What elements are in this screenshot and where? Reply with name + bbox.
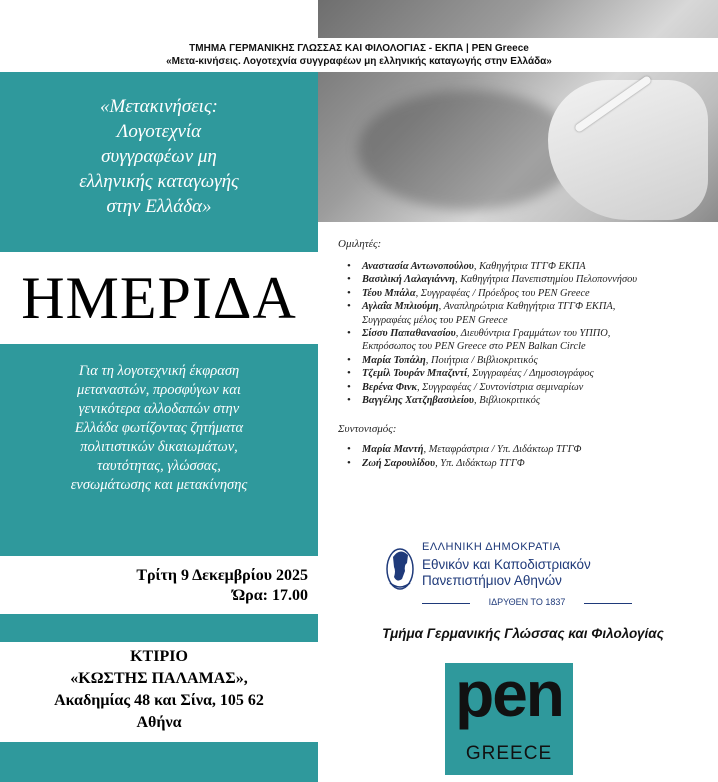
university-country: ΕΛΛΗΝΙΚΗ ΔΗΜΟΚΡΑΤΙΑ: [422, 541, 561, 553]
speaker-role: , Βιβλιοκριτικός: [474, 395, 541, 407]
speaker-name: Βασιλική Λαλαγιάννη: [362, 274, 456, 286]
description-line: ταυτότητας, γλώσσας,: [97, 458, 221, 474]
speakers-section: [338, 238, 708, 470]
hero-photo: [318, 0, 718, 222]
speaker-role-continued: Συγγραφέας μέλος του PEN Greece: [362, 314, 508, 326]
speaker-role: , Συγγραφέας / Πρόεδρος του PEN Greece: [415, 287, 590, 299]
university-name-line: Πανεπιστήμιον Αθηνών: [422, 573, 562, 588]
speaker-name: Μαρία Τοπάλη: [362, 354, 426, 366]
quote-line: «Μετακινήσεις:: [99, 96, 219, 117]
speaker-role: , Αναπληρώτρια Καθηγήτρια ΤΓΓΦ ΕΚΠΑ,: [438, 301, 616, 313]
speaker-item: [338, 354, 708, 367]
speaker-role-continued: Εκπρόσωπος του PEN Greece στο PEN Balkan Circle: [362, 341, 586, 353]
speakers-list: [338, 260, 708, 407]
speaker-role: , Διευθύντρια Γραμμάτων του ΥΠΠΟ,: [455, 328, 611, 340]
quote-line: στην Ελλάδα»: [106, 196, 212, 217]
description-line: ενσωμάτωσης και μετακίνησης: [70, 477, 248, 493]
quote-line: Λογοτεχνία: [116, 121, 202, 142]
quote-line: συγγραφέων μη: [101, 146, 217, 167]
speaker-item: [338, 394, 708, 407]
speaker-item: [338, 381, 708, 394]
date-band: [0, 556, 318, 614]
quote-line: ελληνικής καταγωγής: [79, 171, 239, 192]
university-logo: [384, 541, 704, 611]
header-line-1: ΤΜΗΜΑ ΓΕΡΜΑΝΙΚΗΣ ΓΛΩΣΣΑΣ ΚΑΙ ΦΙΛΟΛΟΓΙΑΣ - ΕΚΠΑ | PEN Greece: [189, 43, 529, 54]
speaker-name: Βερένα Φινκ: [362, 381, 417, 393]
speaker-role: , Καθηγήτρια Πανεπιστημίου Πελοποννήσου: [455, 274, 638, 286]
venue-line: Αθήνα: [136, 714, 182, 731]
footer-band: [0, 742, 318, 782]
speaker-item: [338, 327, 708, 354]
speaker-item: [338, 457, 708, 470]
speaker-item: [338, 287, 708, 300]
athena-head-icon: [384, 543, 416, 593]
description-line: γενικότερα αλλοδαπών στην: [78, 401, 240, 417]
university-name-line: Εθνικόν και Καποδιστριακόν: [422, 557, 591, 572]
speaker-role: , Υπ. Διδάκτωρ ΤΓΓΦ: [435, 457, 525, 469]
speaker-role: , Καθηγήτρια ΤΓΓΦ ΕΚΠΑ: [473, 261, 586, 272]
description-line: πολιτιστικών δικαιωμάτων,: [80, 439, 238, 455]
event-date: Τρίτη 9 Δεκεμβρίου 2025: [136, 567, 308, 584]
speaker-item: [338, 443, 708, 456]
pen-greece-logo: [445, 658, 573, 775]
speaker-name: Μαρία Μαντή: [362, 444, 424, 456]
event-description: [0, 362, 318, 495]
description-line: μεταναστών, προσφύγων και: [77, 382, 241, 398]
speaker-role: , Μεταφράστρια / Υπ. Διδάκτωρ ΤΓΓΦ: [423, 444, 582, 456]
header-band: [0, 38, 718, 72]
speaker-item: [338, 260, 708, 273]
speaker-role: , Συγγραφέας / Συντονίστρια σεμιναρίων: [416, 381, 584, 393]
pen-logo-country: GREECE: [465, 743, 553, 764]
event-title: ΗΜΕΡΙΔΑ: [21, 265, 297, 331]
speaker-name: Τζεμίλ Τουράν Μπαζιντί: [362, 368, 468, 380]
university-name: [422, 557, 591, 589]
divider-band: [0, 614, 318, 642]
venue-line: Ακαδημίας 48 και Σίνα, 105 62: [54, 692, 264, 709]
speaker-name: Ζωή Σαρουλίδου: [362, 457, 436, 469]
department-name: Τμήμα Γερμανικής Γλώσσας και Φιλολογίας: [382, 626, 664, 641]
speaker-item: [338, 300, 708, 327]
header-line-2: «Μετα-κινήσεις. Λογοτεχνία συγγραφέων μη ελληνικής καταγωγής στην Ελλάδα»: [166, 56, 552, 67]
hand-holding-pen-image: [548, 80, 708, 220]
description-line: Για τη λογοτεχνική έκφραση: [78, 363, 240, 379]
speaker-item: [338, 367, 708, 380]
speaker-name: Αγλαΐα Μπλιούμη: [362, 301, 439, 313]
title-band: [0, 252, 318, 344]
description-panel: [0, 344, 318, 556]
pen-logo-word: pen: [455, 658, 563, 730]
coordinators-list: [338, 443, 708, 470]
venue-line: «ΚΩΣΤΗΣ ΠΑΛΑΜΑΣ»,: [70, 670, 248, 687]
speaker-name: Σίσσυ Παπαθανασίου: [362, 328, 456, 340]
event-time: Ώρα: 17.00: [232, 587, 308, 604]
university-founded: ΙΔΡΥΘΕΝ ΤΟ 1837: [488, 597, 566, 607]
speaker-name: Τέου Μπάλα: [362, 287, 416, 299]
speaker-role: , Ποιήτρια / Βιβλιοκριτικός: [425, 354, 538, 366]
speakers-label: Ομιλητές:: [338, 238, 382, 250]
quote-panel: [0, 72, 318, 252]
speaker-name: Αναστασία Αντωνοπούλου: [362, 261, 474, 272]
coordination-label: Συντονισμός:: [338, 423, 397, 436]
speaker-name: Βαγγέλης Χατζηβασιλείου: [362, 395, 475, 407]
speaker-role: , Συγγραφέας / Δημοσιογράφος: [467, 368, 594, 380]
speaker-item: [338, 273, 708, 286]
venue-line: ΚΤΙΡΙΟ: [130, 648, 188, 665]
description-line: Ελλάδα φωτίζοντας ζητήματα: [74, 420, 244, 436]
event-subtitle-quote: [0, 94, 318, 219]
venue-block: [0, 642, 318, 742]
